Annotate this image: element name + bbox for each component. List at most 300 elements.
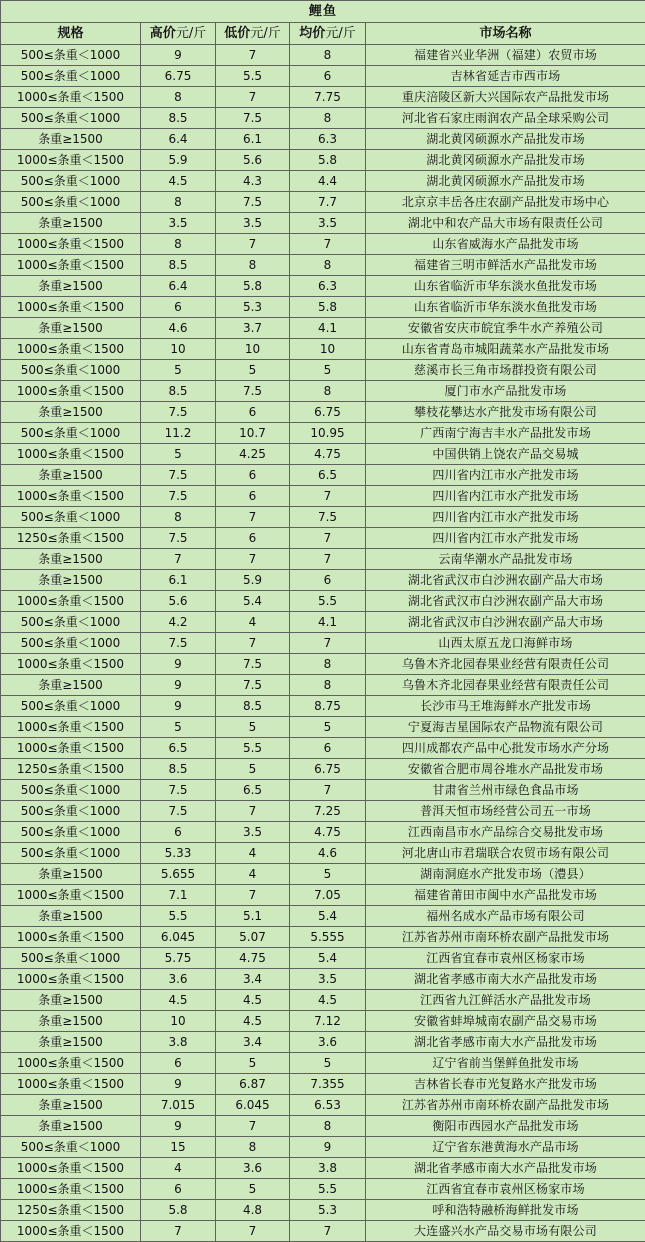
table-row [1,66,645,87]
low-price-cell: 4 [216,864,290,885]
high-price-cell: 7.5 [141,528,216,549]
table-row [1,549,645,570]
spec-cell: 1000≤条重＜1500 [1,255,141,276]
spec-cell: 条重≥1500 [1,990,141,1011]
table-row [1,1158,645,1179]
spec-cell: 1000≤条重＜1500 [1,234,141,255]
market-cell: 北京京丰岳各庄农副产品批发市场中心 [366,192,645,213]
avg-price-cell: 4.6 [290,843,366,864]
avg-price-cell: 4.5 [290,990,366,1011]
table-row [1,1137,645,1158]
header-avg [290,23,366,45]
market-cell: 宁夏海吉星国际农产品物流有限公司 [366,717,645,738]
spec-cell: 1000≤条重＜1500 [1,1221,141,1242]
avg-price-cell: 7 [290,528,366,549]
high-price-cell: 8 [141,87,216,108]
spec-cell: 1000≤条重＜1500 [1,654,141,675]
low-price-cell: 3.5 [216,213,290,234]
high-price-cell: 5.8 [141,1200,216,1221]
spec-cell: 500≤条重＜1000 [1,108,141,129]
table-row [1,360,645,381]
market-cell: 乌鲁木齐北园春果业经营有限责任公司 [366,654,645,675]
low-price-cell: 6.87 [216,1074,290,1095]
market-cell: 安徽省合肥市周谷堆水产品批发市场 [366,759,645,780]
low-price-cell: 3.4 [216,1032,290,1053]
high-price-cell: 5.655 [141,864,216,885]
table-title: 鲤鱼 [1,1,645,23]
low-price-cell: 7 [216,885,290,906]
low-price-cell: 7 [216,1221,290,1242]
table-row [1,528,645,549]
table-row [1,717,645,738]
low-price-cell: 4 [216,612,290,633]
spec-cell: 1000≤条重＜1500 [1,486,141,507]
table-row [1,297,645,318]
spec-cell: 500≤条重＜1000 [1,696,141,717]
spec-cell: 500≤条重＜1000 [1,45,141,66]
table-row [1,591,645,612]
table-row [1,486,645,507]
table-row [1,633,645,654]
spec-cell: 1250≤条重＜1500 [1,528,141,549]
low-price-cell: 6.5 [216,780,290,801]
spec-cell: 1000≤条重＜1500 [1,297,141,318]
market-cell: 长沙市马王堆海鲜水产批发市场 [366,696,645,717]
table-row [1,339,645,360]
spec-cell: 1000≤条重＜1500 [1,87,141,108]
avg-price-cell: 7.25 [290,801,366,822]
market-cell: 呼和浩特融桥海鲜批发市场 [366,1200,645,1221]
low-price-cell: 3.5 [216,822,290,843]
spec-cell: 条重≥1500 [1,1011,141,1032]
high-price-cell: 9 [141,1074,216,1095]
high-price-cell: 8 [141,192,216,213]
spec-cell: 500≤条重＜1000 [1,423,141,444]
high-price-cell: 5.75 [141,948,216,969]
high-price-cell: 10 [141,1011,216,1032]
market-cell: 山东省青岛市城阳蔬菜水产品批发市场 [366,339,645,360]
table-row [1,1221,645,1242]
high-price-cell: 6.75 [141,66,216,87]
low-price-cell: 7.5 [216,654,290,675]
avg-price-cell: 6 [290,738,366,759]
spec-cell: 条重≥1500 [1,864,141,885]
spec-cell: 500≤条重＜1000 [1,801,141,822]
market-cell: 吉林省延吉市西市场 [366,66,645,87]
market-cell: 慈溪市长三角市场群投资有限公司 [366,360,645,381]
low-price-cell: 7.5 [216,675,290,696]
avg-price-cell: 6.75 [290,402,366,423]
spec-cell: 1250≤条重＜1500 [1,1200,141,1221]
avg-price-cell: 6.75 [290,759,366,780]
market-cell: 云南华潮水产品批发市场 [366,549,645,570]
high-price-cell: 8.5 [141,381,216,402]
spec-cell: 500≤条重＜1000 [1,780,141,801]
spec-cell: 500≤条重＜1000 [1,822,141,843]
high-price-cell: 6.1 [141,570,216,591]
avg-price-cell: 7.7 [290,192,366,213]
market-cell: 江苏省苏州市南环桥农副产品批发市场 [366,1095,645,1116]
high-price-cell: 4.5 [141,990,216,1011]
market-cell: 江西省宜春市袁州区杨家市场 [366,1179,645,1200]
table-row [1,402,645,423]
spec-cell: 500≤条重＜1000 [1,1137,141,1158]
avg-price-cell: 8.75 [290,696,366,717]
table-row [1,570,645,591]
low-price-cell: 5.5 [216,738,290,759]
spec-cell: 500≤条重＜1000 [1,612,141,633]
market-cell: 吉林省长春市光复路水产批发市场 [366,1074,645,1095]
avg-price-cell: 5 [290,717,366,738]
table-row [1,675,645,696]
high-price-cell: 6 [141,297,216,318]
avg-price-cell: 7 [290,1221,366,1242]
high-price-cell: 4.5 [141,171,216,192]
low-price-cell: 7 [216,633,290,654]
table-row [1,1032,645,1053]
high-price-cell: 5.9 [141,150,216,171]
market-cell: 江西省宜春市袁州区杨家市场 [366,948,645,969]
low-price-cell: 4.8 [216,1200,290,1221]
table-row [1,465,645,486]
market-cell: 湖南洞庭水产批发市场（澧县） [366,864,645,885]
market-cell: 江苏省苏州市南环桥农副产品批发市场 [366,927,645,948]
spec-cell: 1000≤条重＜1500 [1,1074,141,1095]
low-price-cell: 7 [216,507,290,528]
table-row [1,444,645,465]
market-cell: 中国供销上饶农产品交易城 [366,444,645,465]
high-price-cell: 4 [141,1158,216,1179]
table-row [1,822,645,843]
table-row [1,612,645,633]
table-row [1,759,645,780]
title-row [1,1,645,23]
table-row [1,381,645,402]
table-row [1,507,645,528]
avg-price-cell: 5.4 [290,948,366,969]
table-row [1,129,645,150]
market-cell: 湖北省孝感市南大水产品批发市场 [366,1032,645,1053]
avg-price-cell: 5.8 [290,150,366,171]
avg-price-cell: 3.5 [290,969,366,990]
market-cell: 乌鲁木齐北园春果业经营有限责任公司 [366,675,645,696]
table-row [1,1011,645,1032]
spec-cell: 500≤条重＜1000 [1,843,141,864]
high-price-cell: 11.2 [141,423,216,444]
market-cell: 江西省九江鲜活水产品批发市场 [366,990,645,1011]
avg-price-cell: 5.5 [290,591,366,612]
low-price-cell: 10 [216,339,290,360]
spec-cell: 条重≥1500 [1,675,141,696]
low-price-cell: 7 [216,234,290,255]
spec-cell: 条重≥1500 [1,465,141,486]
table-row [1,696,645,717]
market-cell: 四川省内江市水产批发市场 [366,507,645,528]
table-row [1,108,645,129]
high-price-cell: 4.2 [141,612,216,633]
header-high-label: 高价 [150,26,176,41]
avg-price-cell: 8 [290,108,366,129]
table-row [1,192,645,213]
low-price-cell: 6.1 [216,129,290,150]
header-row [1,23,645,45]
high-price-cell: 4.6 [141,318,216,339]
avg-price-cell: 4.4 [290,171,366,192]
avg-price-cell: 5 [290,864,366,885]
table-row [1,927,645,948]
market-cell: 河北省石家庄雨润农产品全球采购公司 [366,108,645,129]
spec-cell: 500≤条重＜1000 [1,507,141,528]
high-price-cell: 5 [141,360,216,381]
spec-cell: 条重≥1500 [1,906,141,927]
market-cell: 广西南宁海吉丰水产品批发市场 [366,423,645,444]
low-price-cell: 10.7 [216,423,290,444]
high-price-cell: 6.5 [141,738,216,759]
spec-cell: 条重≥1500 [1,213,141,234]
low-price-cell: 6 [216,465,290,486]
market-cell: 江西南昌市水产品综合交易批发市场 [366,822,645,843]
high-price-cell: 8 [141,234,216,255]
table-row [1,801,645,822]
market-cell: 厦门市水产品批发市场 [366,381,645,402]
table-row [1,1053,645,1074]
table-row [1,150,645,171]
market-cell: 山东省威海水产品批发市场 [366,234,645,255]
spec-cell: 条重≥1500 [1,318,141,339]
avg-price-cell: 8 [290,675,366,696]
spec-cell: 条重≥1500 [1,549,141,570]
high-price-cell: 10 [141,339,216,360]
market-cell: 湖北省武汉市白沙洲农副产品大市场 [366,612,645,633]
market-cell: 安徽省安庆市皖宜季牛水产养殖公司 [366,318,645,339]
low-price-cell: 5.5 [216,66,290,87]
low-price-cell: 4.5 [216,990,290,1011]
market-cell: 山西太原五龙口海鲜市场 [366,633,645,654]
header-high-unit: 元/斤 [176,26,206,41]
spec-cell: 1250≤条重＜1500 [1,759,141,780]
avg-price-cell: 7 [290,234,366,255]
low-price-cell: 7 [216,1116,290,1137]
avg-price-cell: 7.75 [290,87,366,108]
spec-cell: 1000≤条重＜1500 [1,885,141,906]
low-price-cell: 7.5 [216,108,290,129]
high-price-cell: 5 [141,444,216,465]
low-price-cell: 7.5 [216,192,290,213]
low-price-cell: 8.5 [216,696,290,717]
avg-price-cell: 8 [290,255,366,276]
avg-price-cell: 3.8 [290,1158,366,1179]
header-spec: 规格 [1,23,141,45]
high-price-cell: 9 [141,654,216,675]
low-price-cell: 6.045 [216,1095,290,1116]
avg-price-cell: 5.4 [290,906,366,927]
high-price-cell: 7.5 [141,801,216,822]
low-price-cell: 4.25 [216,444,290,465]
low-price-cell: 5.07 [216,927,290,948]
spec-cell: 1000≤条重＜1500 [1,1053,141,1074]
table-row [1,885,645,906]
low-price-cell: 5 [216,1053,290,1074]
low-price-cell: 6 [216,528,290,549]
table-row [1,1179,645,1200]
high-price-cell: 7.5 [141,402,216,423]
market-cell: 衡阳市西园水产品批发市场 [366,1116,645,1137]
high-price-cell: 6 [141,1179,216,1200]
market-cell: 福建省兴业华洲（福建）农贸市场 [366,45,645,66]
market-cell: 湖北黄冈硕源水产品批发市场 [366,150,645,171]
high-price-cell: 3.8 [141,1032,216,1053]
avg-price-cell: 6.3 [290,129,366,150]
low-price-cell: 5 [216,360,290,381]
table-row [1,87,645,108]
market-cell: 四川省内江市水产批发市场 [366,528,645,549]
low-price-cell: 5.4 [216,591,290,612]
spec-cell: 500≤条重＜1000 [1,171,141,192]
market-cell: 攀枝花攀达水产批发市场有限公司 [366,402,645,423]
avg-price-cell: 8 [290,381,366,402]
table-row [1,990,645,1011]
table-row [1,213,645,234]
high-price-cell: 7.5 [141,465,216,486]
spec-cell: 500≤条重＜1000 [1,360,141,381]
spec-cell: 500≤条重＜1000 [1,66,141,87]
high-price-cell: 7.015 [141,1095,216,1116]
table-row [1,843,645,864]
spec-cell: 1000≤条重＜1500 [1,381,141,402]
table-row [1,738,645,759]
market-cell: 普洱天恒市场经营公司五一市场 [366,801,645,822]
avg-price-cell: 7.5 [290,507,366,528]
low-price-cell: 7.5 [216,381,290,402]
table-row [1,864,645,885]
spec-cell: 1000≤条重＜1500 [1,150,141,171]
avg-price-cell: 5 [290,360,366,381]
low-price-cell: 3.4 [216,969,290,990]
avg-price-cell: 7.05 [290,885,366,906]
high-price-cell: 8.5 [141,759,216,780]
avg-price-cell: 3.5 [290,213,366,234]
spec-cell: 1000≤条重＜1500 [1,927,141,948]
avg-price-cell: 7 [290,486,366,507]
low-price-cell: 5.6 [216,150,290,171]
high-price-cell: 9 [141,1116,216,1137]
market-cell: 四川省内江市水产批发市场 [366,465,645,486]
high-price-cell: 3.5 [141,213,216,234]
spec-cell: 1000≤条重＜1500 [1,1179,141,1200]
avg-price-cell: 8 [290,1116,366,1137]
spec-cell: 1000≤条重＜1500 [1,738,141,759]
high-price-cell: 5 [141,717,216,738]
spec-cell: 1000≤条重＜1500 [1,717,141,738]
header-low-unit: 元/斤 [250,26,280,41]
table-row [1,654,645,675]
low-price-cell: 6 [216,486,290,507]
table-row [1,171,645,192]
spec-cell: 1000≤条重＜1500 [1,969,141,990]
table-row [1,780,645,801]
market-cell: 辽宁省东港黄海水产品市场 [366,1137,645,1158]
market-cell: 湖北省孝感市南大水产品批发市场 [366,969,645,990]
market-cell: 甘肃省兰州市绿色食品市场 [366,780,645,801]
low-price-cell: 8 [216,255,290,276]
market-cell: 湖北省孝感市南大水产品批发市场 [366,1158,645,1179]
low-price-cell: 5 [216,717,290,738]
avg-price-cell: 10.95 [290,423,366,444]
avg-price-cell: 5.5 [290,1179,366,1200]
high-price-cell: 7 [141,1221,216,1242]
spec-cell: 1000≤条重＜1500 [1,1158,141,1179]
market-cell: 湖北省武汉市白沙洲农副产品大市场 [366,591,645,612]
avg-price-cell: 7.12 [290,1011,366,1032]
spec-cell: 条重≥1500 [1,129,141,150]
spec-cell: 500≤条重＜1000 [1,633,141,654]
header-low-label: 低价 [224,26,250,41]
avg-price-cell: 8 [290,45,366,66]
high-price-cell: 9 [141,45,216,66]
avg-price-cell: 4.1 [290,612,366,633]
table-row [1,423,645,444]
avg-price-cell: 5.3 [290,1200,366,1221]
high-price-cell: 7.1 [141,885,216,906]
low-price-cell: 4.75 [216,948,290,969]
high-price-cell: 6 [141,1053,216,1074]
table-row [1,1095,645,1116]
low-price-cell: 5 [216,759,290,780]
avg-price-cell: 7 [290,633,366,654]
low-price-cell: 5 [216,1179,290,1200]
avg-price-cell: 4.1 [290,318,366,339]
high-price-cell: 7 [141,549,216,570]
high-price-cell: 8 [141,507,216,528]
market-cell: 四川省内江市水产批发市场 [366,486,645,507]
avg-price-cell: 10 [290,339,366,360]
high-price-cell: 6 [141,822,216,843]
high-price-cell: 8.5 [141,108,216,129]
avg-price-cell: 6.5 [290,465,366,486]
high-price-cell: 5.5 [141,906,216,927]
table-row [1,45,645,66]
market-cell: 湖北黄冈硕源水产品批发市场 [366,171,645,192]
avg-price-cell: 7 [290,780,366,801]
low-price-cell: 5.8 [216,276,290,297]
high-price-cell: 7.5 [141,780,216,801]
market-cell: 辽宁省前当堡鲜鱼批发市场 [366,1053,645,1074]
avg-price-cell: 8 [290,654,366,675]
header-high [141,23,216,45]
high-price-cell: 6.4 [141,276,216,297]
avg-price-cell: 3.6 [290,1032,366,1053]
header-low [216,23,290,45]
high-price-cell: 7.5 [141,486,216,507]
header-avg-label: 均价 [299,26,325,41]
low-price-cell: 5.1 [216,906,290,927]
low-price-cell: 4.5 [216,1011,290,1032]
low-price-cell: 7 [216,45,290,66]
avg-price-cell: 5.555 [290,927,366,948]
avg-price-cell: 4.75 [290,444,366,465]
low-price-cell: 3.7 [216,318,290,339]
avg-price-cell: 5.8 [290,297,366,318]
spec-cell: 条重≥1500 [1,276,141,297]
market-cell: 四川成都农产品中心批发市场水产分场 [366,738,645,759]
market-cell: 湖北省武汉市白沙洲农副产品大市场 [366,570,645,591]
high-price-cell: 7.5 [141,633,216,654]
market-cell: 安徽省蚌埠城南农副产品交易市场 [366,1011,645,1032]
market-cell: 福州名成水产品市场有限公司 [366,906,645,927]
table-row [1,276,645,297]
market-cell: 重庆涪陵区新大兴国际农产品批发市场 [366,87,645,108]
low-price-cell: 8 [216,1137,290,1158]
